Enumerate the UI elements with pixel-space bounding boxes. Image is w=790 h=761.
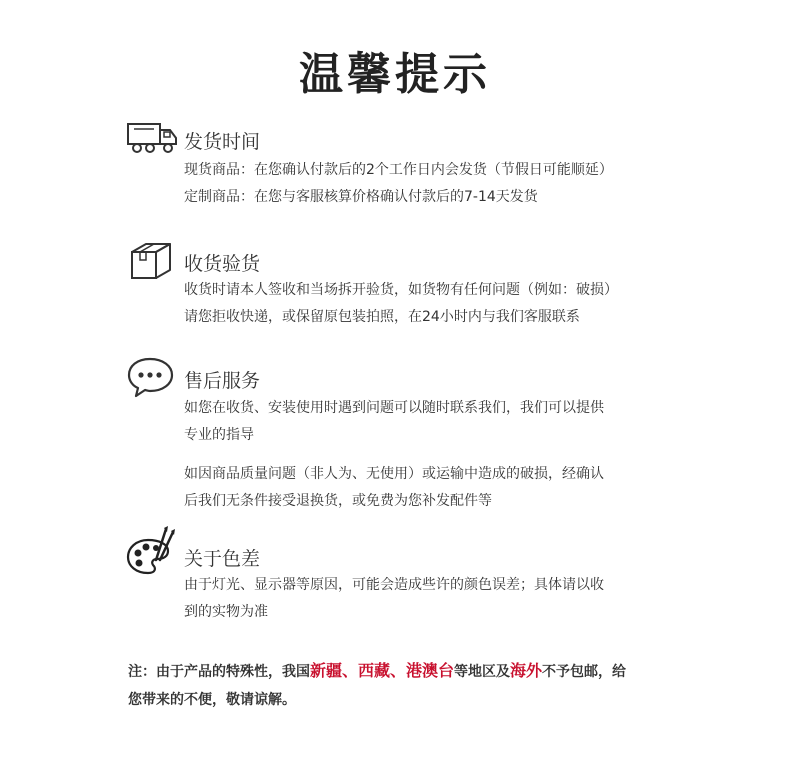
text-line: 如因商品质量问题（非人为、无使用）或运输中造成的破损，经确认: [184, 466, 604, 482]
page-title: 温馨提示: [299, 49, 491, 100]
note-highlight-regions: 新疆、西藏、港澳台: [310, 661, 455, 680]
section-heading: 收货验货: [184, 253, 261, 275]
text-line: 专业的指导: [184, 427, 254, 443]
note-text: 注：由于产品的特殊性，我国: [128, 664, 310, 680]
text-line: 到的实物为准: [184, 604, 268, 620]
text-line: 请您拒收快递，或保留原包装拍照，在24小时内与我们客服联系: [184, 309, 580, 325]
note-text: 不予包邮，给: [542, 664, 627, 680]
section-heading: 关于色差: [184, 548, 261, 570]
text-line: 如您在收货、安装使用时遇到问题可以随时联系我们，我们可以提供: [184, 400, 604, 416]
section-text: [184, 278, 684, 329]
palette-icon: [126, 526, 176, 576]
section-text: [184, 573, 684, 624]
section-heading: 售后服务: [184, 370, 261, 392]
chat-bubble-icon: [126, 356, 176, 400]
text-line: 收货时请本人签收和当场拆开验货，如货物有任何问题（例如：破损）: [184, 282, 618, 298]
section-text: [184, 158, 684, 209]
note-line-1: [128, 657, 668, 686]
note-line-2: 您带来的不便，敬请谅解。: [128, 692, 296, 708]
note-highlight-overseas: 海外: [510, 661, 543, 680]
truck-icon: [126, 120, 176, 164]
text-line: 后我们无条件接受退换货，或免费为您补发配件等: [184, 493, 492, 509]
text-line: 定制商品：在您与客服核算价格确认付款后的7-14天发货: [184, 189, 538, 205]
text-line: 由于灯光、显示器等原因，可能会造成些许的颜色误差；具体请以收: [184, 577, 604, 593]
box-icon: [126, 240, 176, 284]
section-heading: 发货时间: [184, 131, 261, 153]
note-text: 等地区及: [454, 664, 511, 680]
section-text: [184, 396, 684, 513]
text-line: 现货商品：在您确认付款后的2个工作日内会发货（节假日可能顺延）: [184, 162, 613, 178]
shipping-note: [128, 657, 668, 714]
